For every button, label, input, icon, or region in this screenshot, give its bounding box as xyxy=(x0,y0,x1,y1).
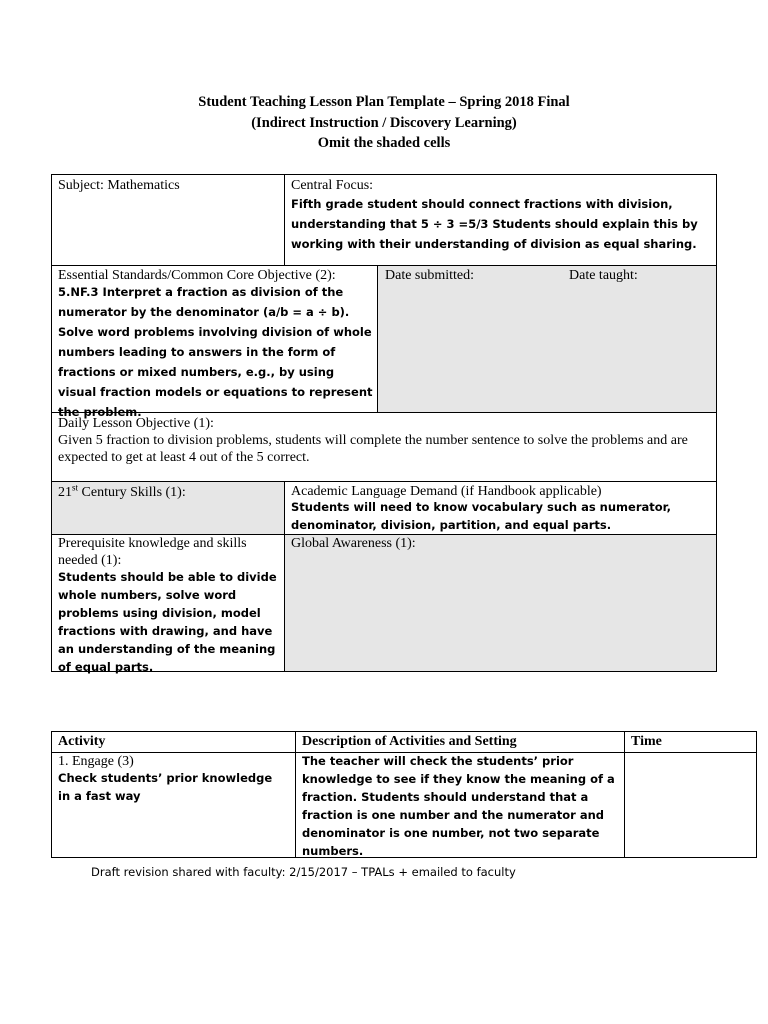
global-awareness-label: Global Awareness (1): xyxy=(291,536,416,551)
description-header-cell xyxy=(295,731,625,753)
activity-text: Check students’ prior knowledge in a fast way xyxy=(58,771,273,803)
academic-language-cell xyxy=(284,481,717,535)
time-header: Time xyxy=(631,734,662,749)
date-cell xyxy=(377,265,717,413)
activity-description: The teacher will check the students’ prior knowledge to see if they know the meaning of a fraction. Students should understand that a fraction is one number and the numerator and denominator is one number, not two separate numbers. xyxy=(302,754,615,858)
title-line-3: Omit the shaded cells xyxy=(317,135,451,151)
description-cell xyxy=(295,752,625,858)
document-header xyxy=(0,92,768,154)
activity-title: 1. Engage (3) xyxy=(58,754,134,769)
academic-language-label: Academic Language Demand (if Handbook applicable) xyxy=(291,484,602,499)
activity-header: Activity xyxy=(58,734,106,749)
central-focus-cell xyxy=(284,174,717,266)
subject-label: Subject: Mathematics xyxy=(58,178,180,193)
subject-cell xyxy=(51,174,285,266)
standards-cell xyxy=(51,265,378,419)
standards-text: 5.NF.3 Interpret a fraction as division of the numerator by the denominator (a/b = a ÷ b). Solve word problems involving division of whole numbers leading to answers in the form of fractions or mixed numbers, e.g., by using visual fraction models or equations to represent the problem. xyxy=(58,285,373,419)
revision-note: Draft revision shared with faculty: 2/15/2017 – TPALs + emailed to faculty xyxy=(91,865,516,879)
central-focus-label: Central Focus: xyxy=(291,178,374,193)
title-line-1: Student Teaching Lesson Plan Template – Spring 2018 Final xyxy=(198,94,570,110)
global-awareness-cell xyxy=(284,534,717,672)
century-skills-label: 21st Century Skills (1): xyxy=(58,482,186,500)
table-row xyxy=(51,752,296,858)
century-skills-cell xyxy=(51,481,285,535)
date-submitted-label: Date submitted: xyxy=(385,268,475,283)
central-focus-text: Fifth grade student should connect fractions with division, understanding that 5 ÷ 3 =5/3 Students should explain this by working with their understanding of division as equal sharing. xyxy=(291,197,698,251)
activity-header-cell xyxy=(51,731,296,753)
title-line-2: (Indirect Instruction / Discovery Learning) xyxy=(251,114,517,131)
prerequisite-text: Students should be able to divide whole numbers, solve word problems using division, model fractions with drawing, and have an understanding of the meaning of equal parts. xyxy=(58,570,277,674)
daily-objective-label: Daily Lesson Objective (1): xyxy=(58,416,214,431)
standards-label: Essential Standards/Common Core Objective (2): xyxy=(58,268,336,283)
academic-language-text: Students will need to know vocabulary such as numerator, denominator, division, partition, and equal parts. xyxy=(291,500,672,532)
daily-objective-text: Given 5 fraction to division problems, students will complete the number sentence to solve the problems and are expected to get at least 4 out of the 5 correct. xyxy=(58,433,688,465)
time-header-cell xyxy=(624,731,757,753)
date-taught-label: Date taught: xyxy=(569,268,638,283)
time-cell xyxy=(624,752,757,858)
prerequisite-label: Prerequisite knowledge and skills needed (1): xyxy=(58,536,247,568)
description-header: Description of Activities and Setting xyxy=(302,734,517,749)
prerequisite-cell xyxy=(51,534,285,672)
daily-objective-cell xyxy=(51,412,717,482)
